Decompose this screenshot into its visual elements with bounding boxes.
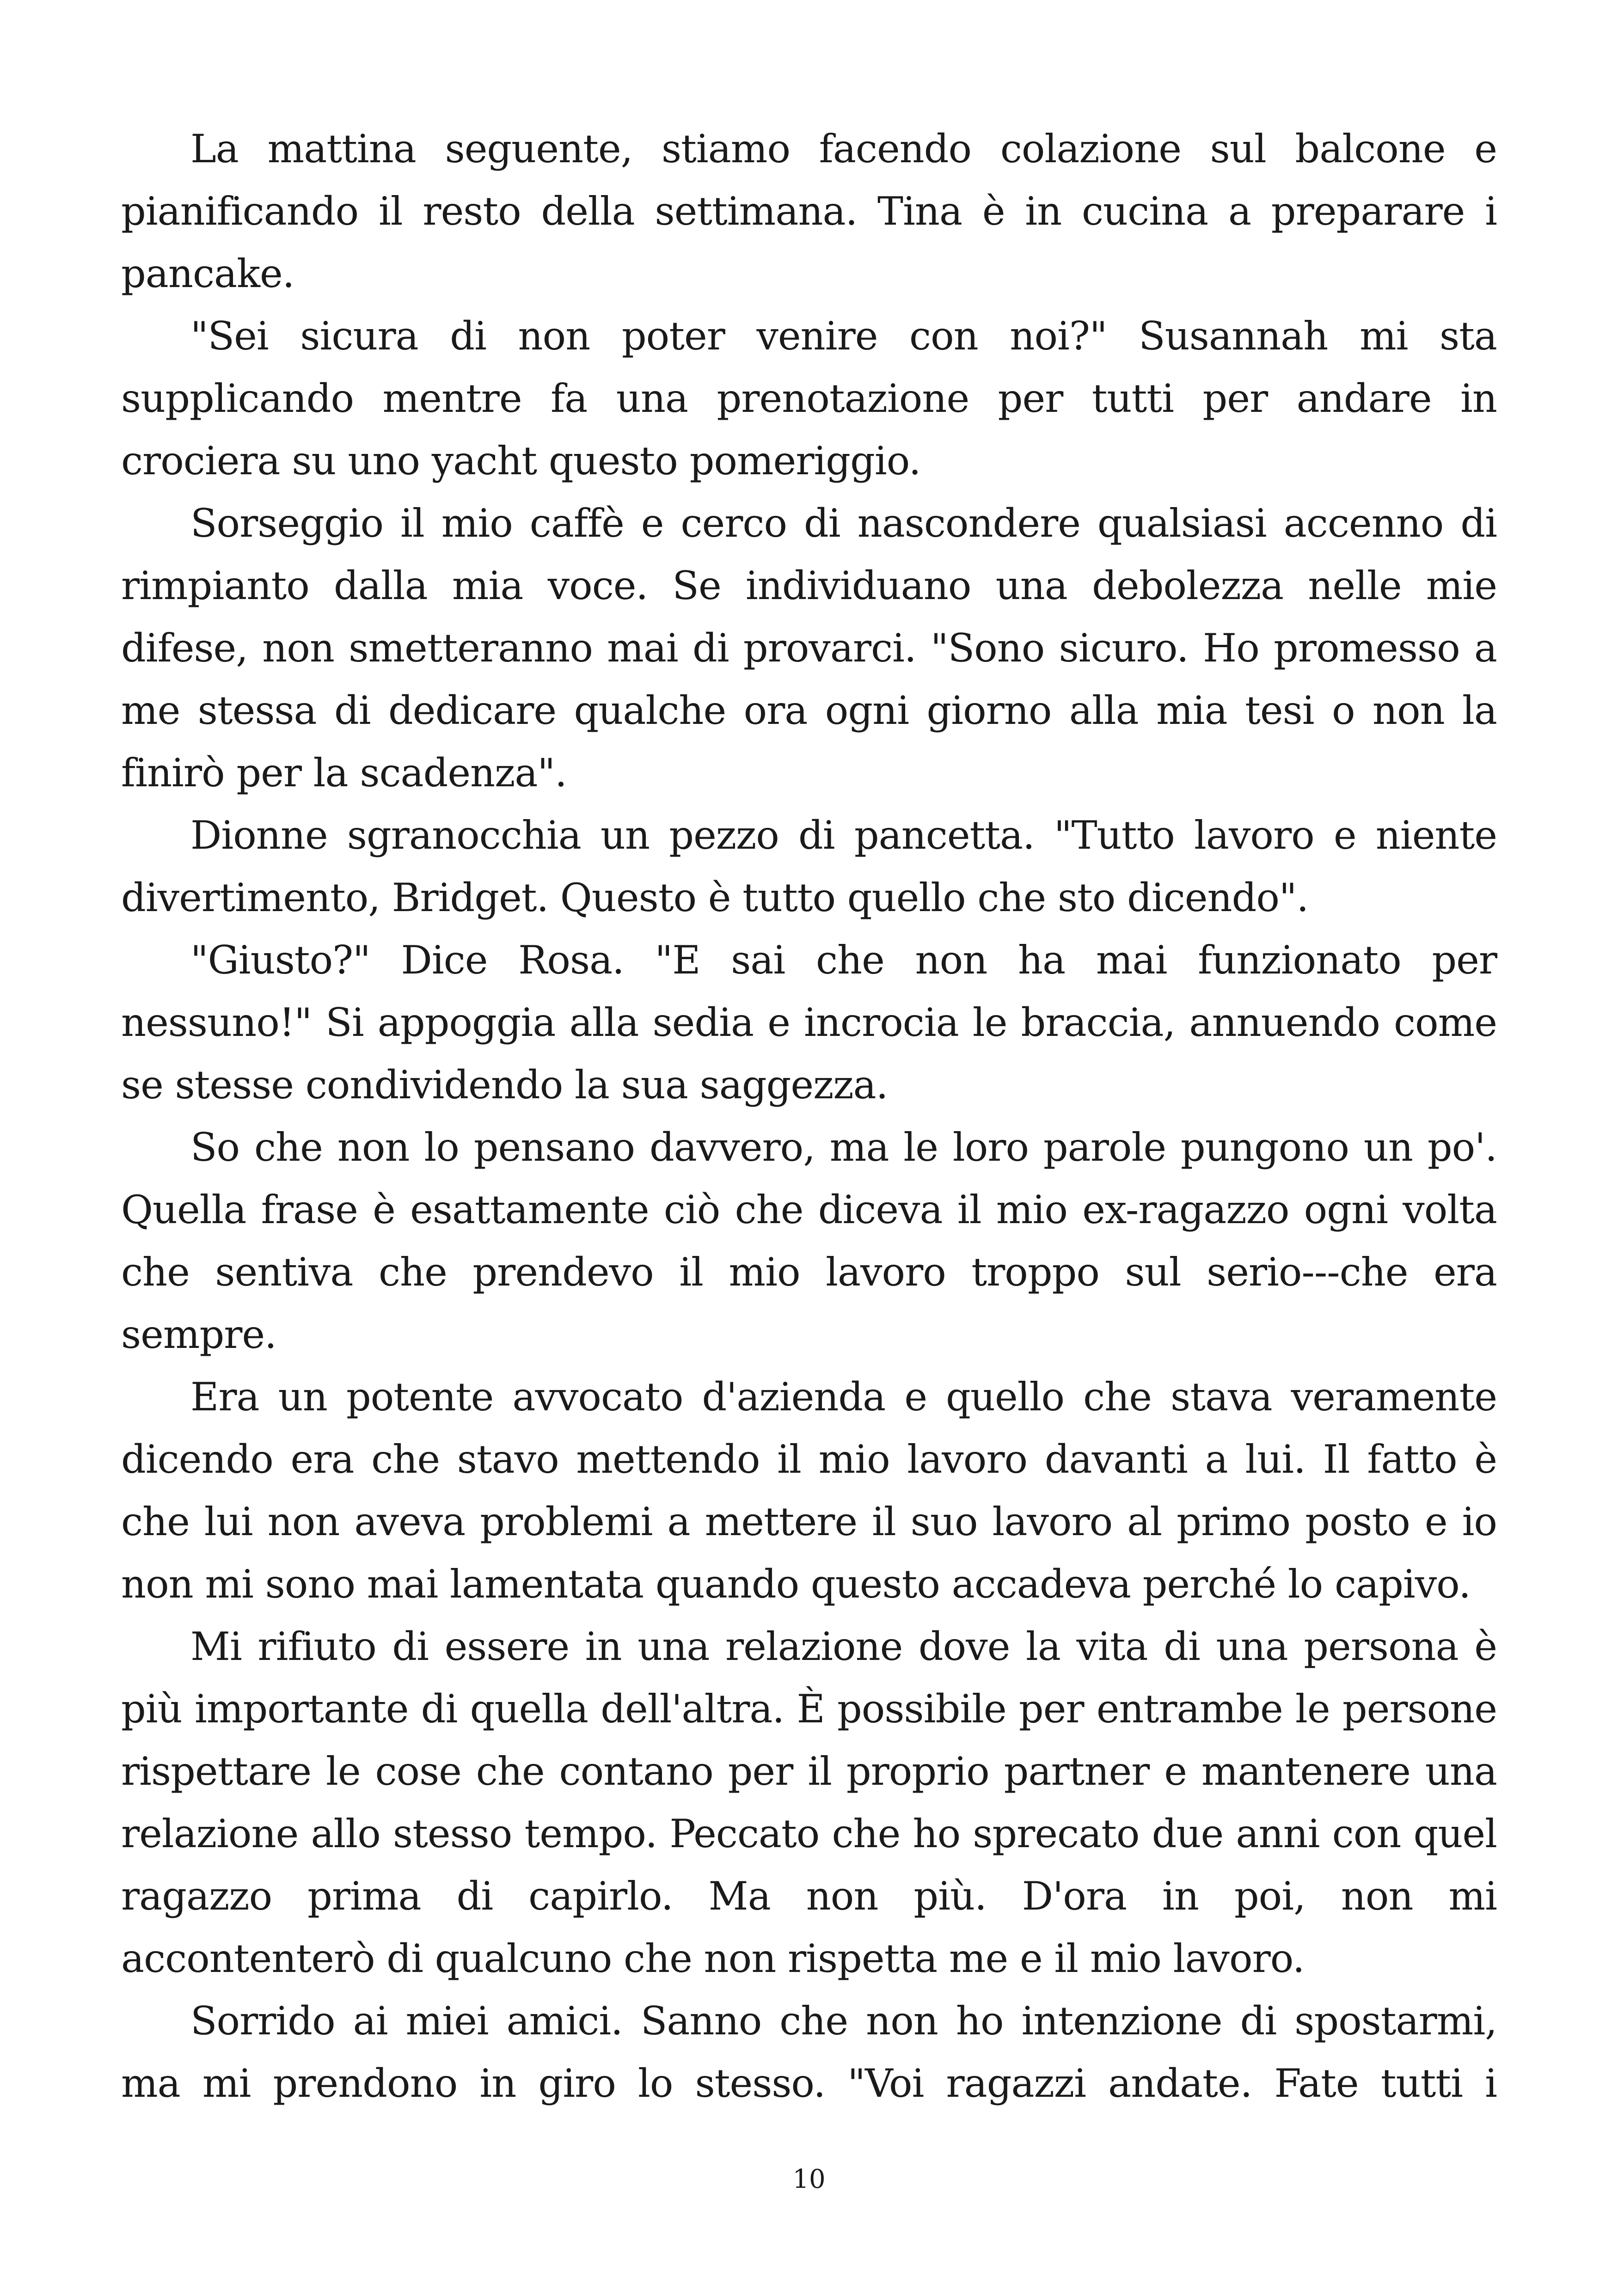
paragraph-7: Era un potente avvocato d'azienda e quello che stava veramente dicendo era che stavo mettendo il mio lavoro davanti a lui. Il fatto è che lui non aveva problemi a mettere il suo lavoro al primo posto e io non mi sono mai lamentata quando questo accadeva perché lo capivo. xyxy=(121,1374,1497,1607)
paragraph-6: So che non lo pensano davvero, ma le loro parole pungono un po'. Quella frase è esattamente ciò che diceva il mio ex-ragazzo ogni volta che sentiva che prendevo il mio lavoro troppo sul serio---che era sempre. xyxy=(121,1125,1497,1357)
paragraph-1: La mattina seguente, stiamo facendo colazione sul balcone e pianificando il resto della settimana. Tina è in cucina a preparare i pancake. xyxy=(121,126,1497,296)
body-text xyxy=(121,118,1497,2115)
paragraph-9: Sorrido ai miei amici. Sanno che non ho intenzione di spostarmi, ma mi prendono in giro lo stesso. "Voi ragazzi andate. Fate tutti i xyxy=(121,1998,1497,2106)
page-number: 10 xyxy=(792,2164,826,2194)
paragraph-2: "Sei sicura di non poter venire con noi?" Susannah mi sta supplicando mentre fa una prenotazione per tutti per andare in crociera su uno yacht questo pomeriggio. xyxy=(121,313,1497,484)
paragraph-5: "Giusto?" Dice Rosa. "E sai che non ha mai funzionato per nessuno!" Si appoggia alla sedia e incrocia le braccia, annuendo come se stesse condividendo la sua saggezza. xyxy=(121,937,1497,1108)
paragraph-8: Mi rifiuto di essere in una relazione dove la vita di una persona è più importante di quella dell'altra. È possibile per entrambe le persone rispettare le cose che contano per il proprio partner e mantenere una relazione allo stesso tempo. Peccato che ho sprecato due anni con quel ragazzo prima di capirlo. Ma non più. D'ora in poi, non mi accontenterò di qualcuno che non rispetta me e il mio lavoro. xyxy=(121,1624,1497,1981)
paragraph-4: Dionne sgranocchia un pezzo di pancetta. "Tutto lavoro e niente divertimento, Bridget. Questo è tutto quello che sto dicendo". xyxy=(121,813,1497,920)
paragraph-3: Sorseggio il mio caffè e cerco di nascondere qualsiasi accenno di rimpianto dalla mia voce. Se individuano una debolezza nelle mie difese, non smetteranno mai di provarci. "Sono sicuro. Ho promesso a me stessa di dedicare qualche ora ogni giorno alla mia tesi o non la finirò per la scadenza". xyxy=(121,501,1497,796)
